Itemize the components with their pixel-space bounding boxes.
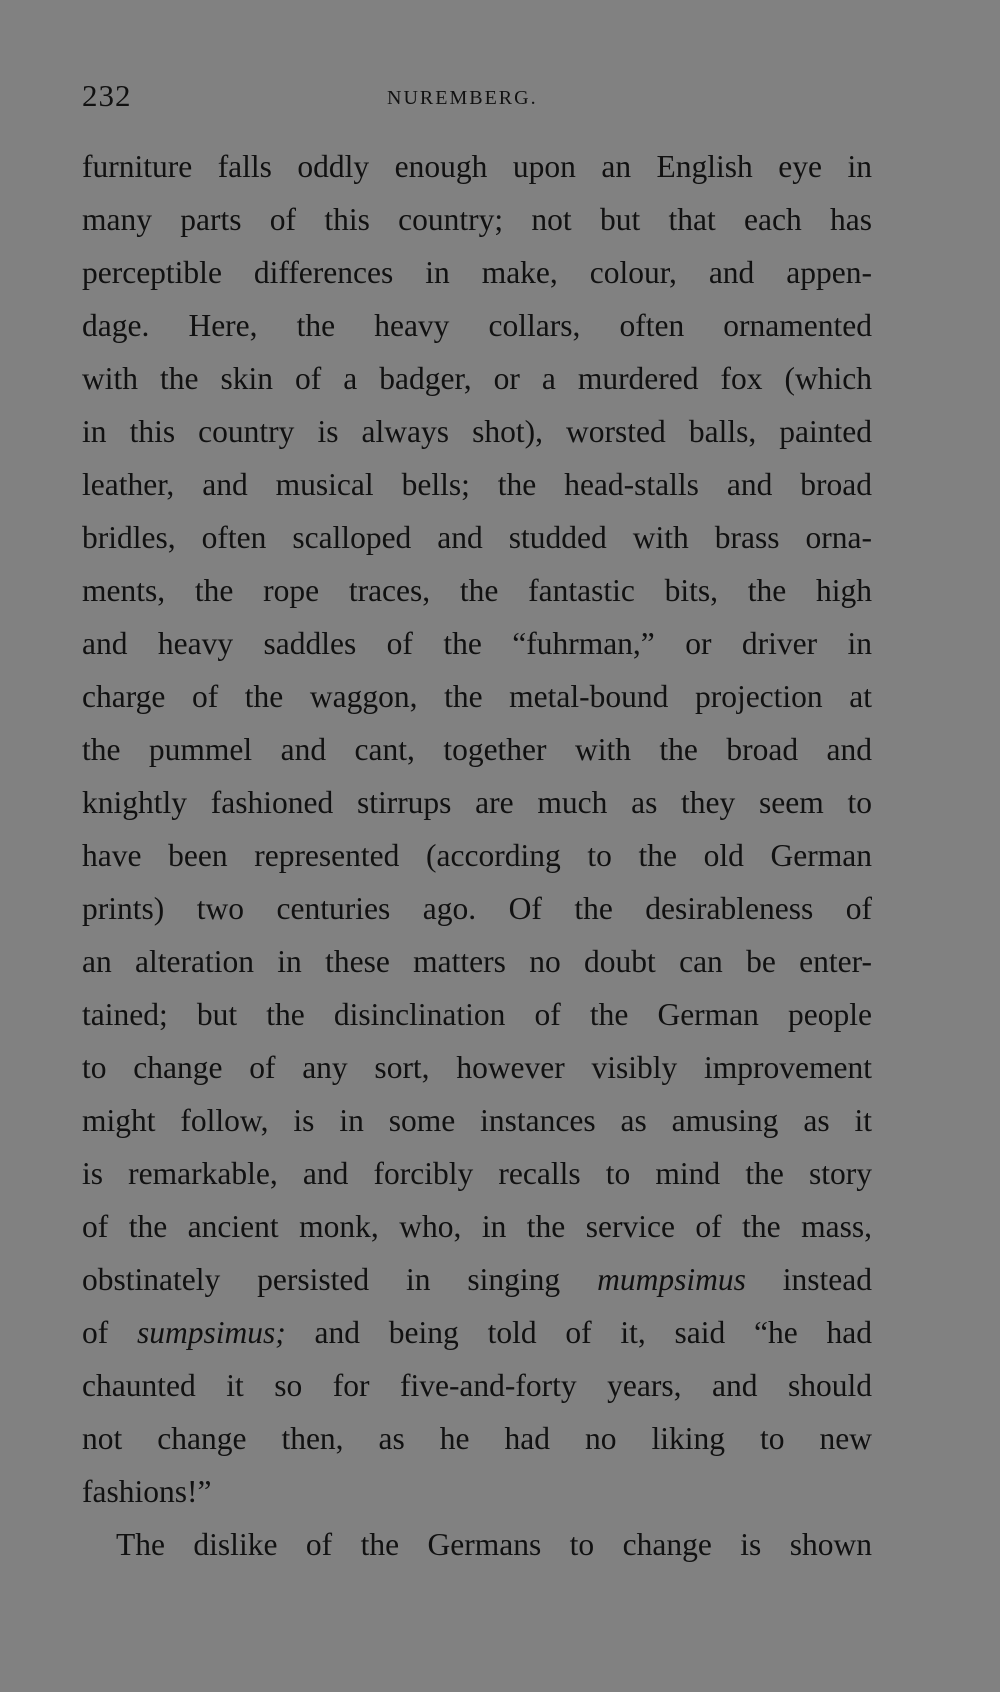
text-line: not change then, as he had no liking to new bbox=[82, 1421, 872, 1456]
text-line: ments, the rope traces, the fantastic bits, the high bbox=[82, 573, 872, 608]
text-line: is remarkable, and forcibly recalls to mind the story bbox=[82, 1156, 872, 1191]
text-line: tained; but the disinclination of the German people bbox=[82, 997, 872, 1032]
text-line: charge of the waggon, the metal-bound projection at bbox=[82, 679, 872, 714]
book-page bbox=[82, 0, 872, 1692]
text-line: might follow, is in some instances as amusing as it bbox=[82, 1103, 872, 1138]
text-line bbox=[82, 1306, 872, 1359]
text-line: to change of any sort, however visibly improvement bbox=[82, 1050, 872, 1085]
text-line: prints) two centuries ago. Of the desirableness of bbox=[82, 891, 872, 926]
text-span: and being told of it, said “he had bbox=[285, 1315, 872, 1350]
text-span: instead bbox=[745, 1262, 872, 1297]
text-line: perceptible differences in make, colour, and appen- bbox=[82, 255, 872, 290]
text-line: dage. Here, the heavy collars, often ornamented bbox=[82, 308, 872, 343]
text-line-paragraph-start: The dislike of the Germans to change is shown bbox=[116, 1527, 872, 1562]
text-span: of bbox=[82, 1315, 138, 1350]
text-line: many parts of this country; not but that each has bbox=[82, 202, 872, 237]
text-line: an alteration in these matters no doubt can be enter- bbox=[82, 944, 872, 979]
text-line: furniture falls oddly enough upon an English eye in bbox=[82, 149, 872, 184]
text-line: chaunted it so for five-and-forty years, and should bbox=[82, 1368, 872, 1403]
text-line-paragraph-end: fashions!” bbox=[82, 1474, 212, 1509]
italic-word: mumpsimus bbox=[597, 1262, 746, 1297]
text-line: in this country is always shot), worsted balls, painted bbox=[82, 414, 872, 449]
text-line bbox=[82, 1253, 872, 1306]
page-number: 232 bbox=[82, 78, 132, 113]
text-line: the pummel and cant, together with the broad and bbox=[82, 732, 872, 767]
text-span: obstinately persisted in singing bbox=[82, 1262, 598, 1297]
text-line: of the ancient monk, who, in the service of the mass, bbox=[82, 1209, 872, 1244]
text-line: leather, and musical bells; the head-stalls and broad bbox=[82, 467, 872, 502]
text-line: with the skin of a badger, or a murdered fox (which bbox=[82, 361, 872, 396]
text-line: knightly fashioned stirrups are much as they seem to bbox=[82, 785, 872, 820]
body-text bbox=[82, 140, 872, 1571]
running-head: NUREMBERG. bbox=[387, 87, 538, 109]
italic-word: sumpsimus; bbox=[137, 1315, 286, 1350]
page-header bbox=[82, 78, 872, 118]
text-line: and heavy saddles of the “fuhrman,” or driver in bbox=[82, 626, 872, 661]
text-line: bridles, often scalloped and studded with brass orna- bbox=[82, 520, 872, 555]
text-line: have been represented (according to the old German bbox=[82, 838, 872, 873]
